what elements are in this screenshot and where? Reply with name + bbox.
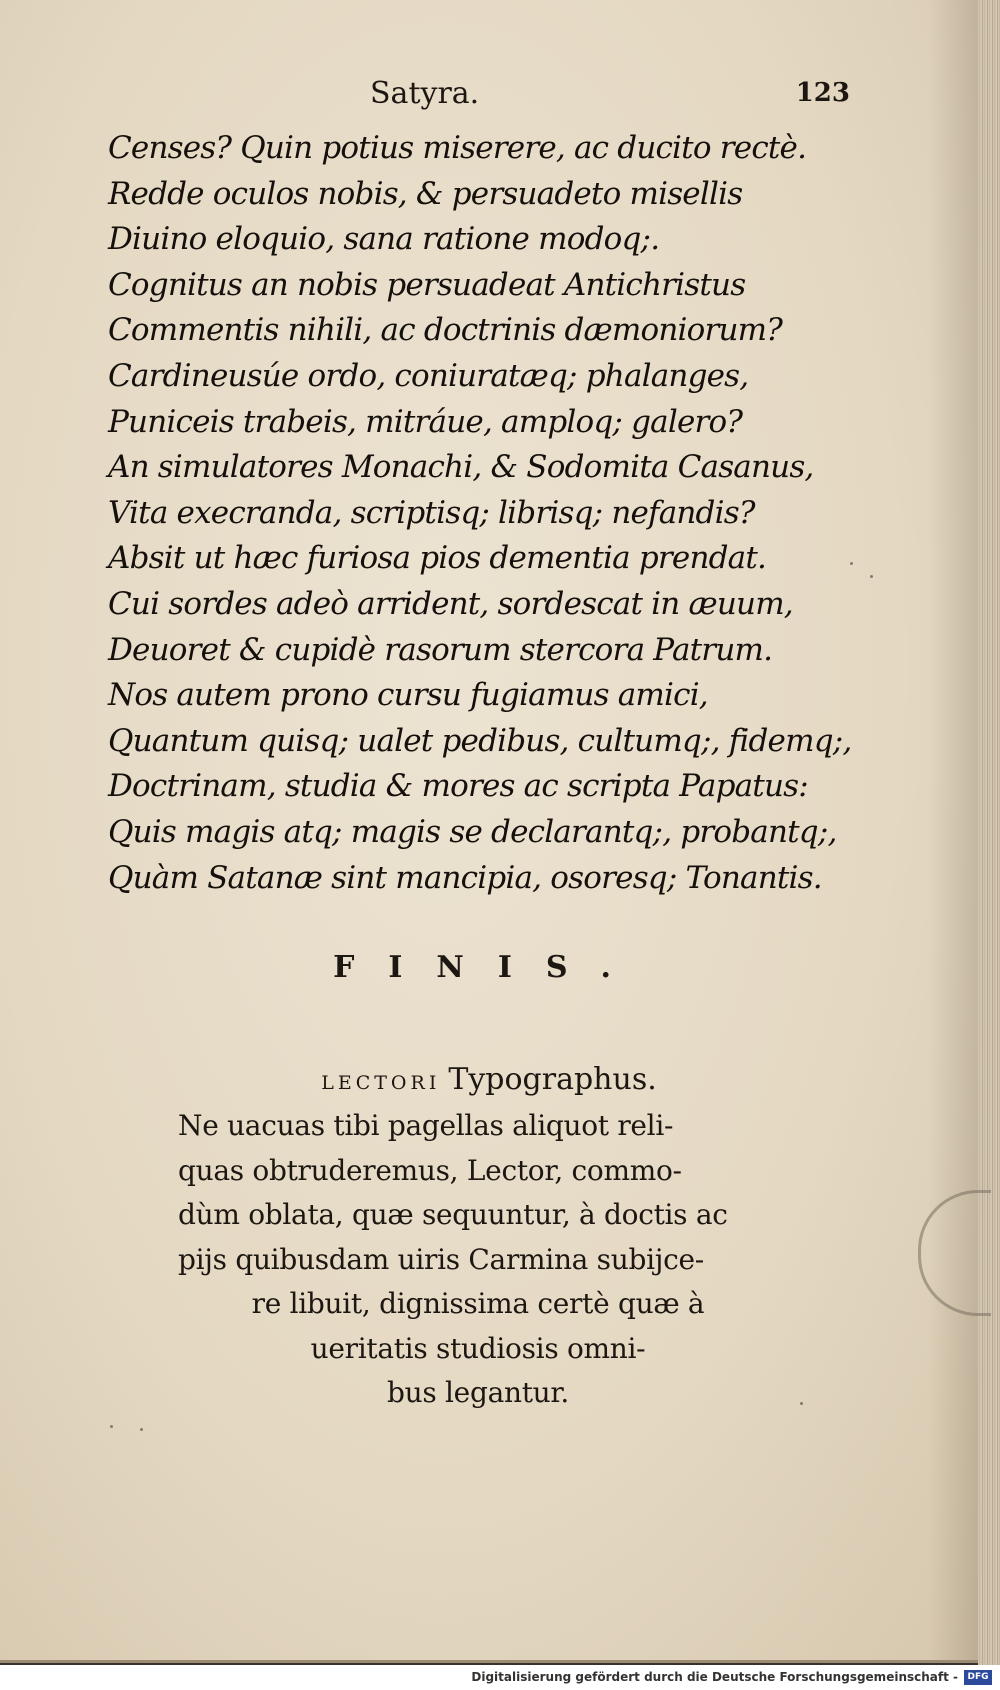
verse-line: Nos autem prono cursu fugiamus amici, [108,677,708,714]
ink-speck [140,1428,143,1431]
footer-credit: Digitalisierung gefördert durch die Deutsche Forschungsgemeinschaft - [471,1670,958,1684]
verse-line: Commentis nihili, ac doctrinis dæmoniorum? [108,312,783,349]
heading-lectori: LECTORI [321,1072,441,1094]
page-edges [978,0,1000,1665]
verse-line: Absit ut hæc furiosa pios dementia prendat. [108,540,767,577]
note-line: quas obtruderemus, Lector, commo- [178,1153,682,1187]
verse-line: Diuino eloquio, sana ratione modoq;. [108,221,660,258]
heading-typographus: Typographus. [448,1062,657,1097]
verse-line: Deuoret & cupidè rasorum stercora Patrum. [108,631,773,668]
verse-line: Quantum quisq; ualet pedibus, cultumq;, fidemq;, [108,722,852,759]
printer-note-body [178,1104,778,1416]
page-gutter-shadow [928,0,978,1660]
verse-line: Quis magis atq; magis se declarantq;, probantq;, [108,813,837,850]
verse-line: Cardineusúe ordo, coniuratæq; phalanges, [108,357,749,394]
printer-note-heading [0,1062,978,1097]
note-line: pijs quibusdam uiris Carmina subijce- [178,1242,704,1276]
running-title: Satyra. [370,76,480,111]
running-head [60,76,850,116]
verse-line: Doctrinam, studia & mores ac scripta Papatus: [108,768,808,805]
verse-line: Puniceis trabeis, mitráue, amploq; galero? [108,403,743,440]
page-number: 123 [795,78,850,108]
verse-line: Cognitus an nobis persuadeat Antichristus [108,266,746,303]
verse-line: Cui sordes adeò arrident, sordescat in æuum, [108,585,793,622]
digitization-footer [0,1667,1000,1690]
finis-heading: FINIS. [333,950,645,985]
note-line: Ne uacuas tibi pagellas aliquot reli- [178,1109,674,1142]
ink-speck [800,1402,803,1405]
note-line: dùm oblata, quæ sequuntur, à doctis ac [178,1198,728,1231]
ink-speck [110,1425,113,1428]
verse-line: An simulatores Monachi, & Sodomita Casanus, [108,449,814,486]
verse-line: Quàm Satanæ sint mancipia, osoresq; Tonantis. [108,859,822,896]
note-line: ueritatis studiosis omni- [310,1331,646,1365]
ink-speck [870,575,873,578]
ink-speck [850,562,853,565]
note-line: bus legantur. [387,1376,569,1409]
dfg-logo: DFG [964,1670,992,1685]
verse-line: Vita execranda, scriptisq; librisq; nefandis? [108,494,755,531]
verse-block [108,126,868,901]
verse-line: Censes? Quin potius miserere, ac ducito rectè. [108,130,807,166]
note-line: re libuit, dignissima certè quæ à [251,1287,705,1320]
verse-line: Redde oculos nobis, & persuadeto misellis [108,175,743,212]
